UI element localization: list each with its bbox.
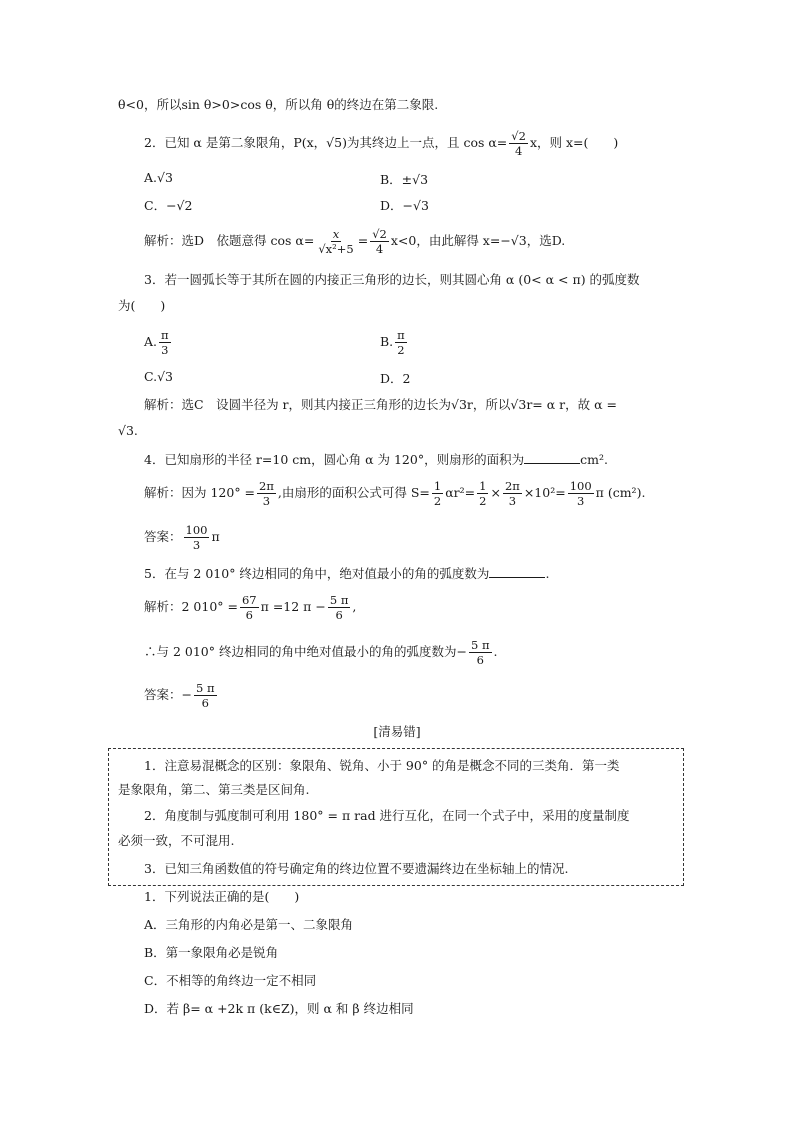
qlast-option-b: B．第一象限角必是锐角 <box>144 945 279 960</box>
q3-analysis-line1: 解析：选C 设圆半径为 r，则其内接正三角形的边长为√3r，所以√3r= α r，故 α = <box>144 397 617 412</box>
q5-analysis: 解析：2 010° = $\frac{67}{6}$ π =12 π − $\frac{5 \pi}{6}$ , <box>144 593 357 622</box>
qlast-stem: 1．下列说法正确的是( ) <box>144 889 300 904</box>
q2-analysis-fraction-2: $\frac{√2}{4}$ <box>372 227 387 256</box>
q3-option-c: C.√3 <box>144 369 174 384</box>
q3-analysis-line2: √3. <box>118 423 138 438</box>
box-line-1a: 1．注意易混概念的区别：象限角、锐角、小于 90° 的角是概念不同的三类角．第一类 <box>144 758 620 773</box>
qlast-option-c: C．不相等的角终边一定不相同 <box>144 973 317 988</box>
qlast-option-a: A．三角形的内角必是第一、二象限角 <box>144 917 354 932</box>
q2-stem-fraction: $\frac{√2}{4}$ <box>511 129 526 158</box>
top-line-text: θ<0，所以sin θ>0>cos θ，所以角 θ的终边在第二象限. <box>118 97 439 112</box>
q2-option-d: D．−√3 <box>380 198 429 213</box>
q4-analysis: 解析：因为 120° = $\frac{2\pi}{3}$ ,由扇形的面积公式可得 S= $\frac{1}{2}$ αr²= $\frac{1}{2}$ × $\frac{2\pi}{3}$ ×10²= $\frac{100}{3}$ π (cm²). <box>144 479 646 508</box>
q2-option-c: C．−√2 <box>144 198 193 213</box>
q5-answer-blank <box>489 577 545 578</box>
box-line-3: 3．已知三角函数值的符号确定角的终边位置不要遗漏终边在坐标轴上的情况. <box>144 861 569 876</box>
q3-option-a: A. $\frac{\pi}{3}$ <box>144 328 169 357</box>
section-title: [清易错] <box>373 724 421 739</box>
box-line-1b: 是象限角，第二、第三类是区间角. <box>118 782 310 797</box>
q2-option-a: A.√3 <box>144 170 173 185</box>
q5-stem: 5．在与 2 010° 终边相同的角中，绝对值最小的角的弧度数为 . <box>144 566 550 581</box>
q5-conclusion: ∴与 2 010° 终边相同的角中绝对值最小的角的弧度数为− $\frac{5 \pi}{6}$ . <box>144 638 498 667</box>
q3-option-d: D．2 <box>380 371 411 386</box>
q2-analysis-fraction-1: $\frac{x}{\text{√x²+5}}$ <box>318 227 354 256</box>
q4-answer-blank <box>524 463 580 464</box>
q5-answer: 答案：− $\frac{5 \pi}{6}$ <box>144 681 215 710</box>
box-line-2b: 必须一致，不可混用. <box>118 833 235 848</box>
qlast-option-d: D．若 β= α +2k π (k∈Z)，则 α 和 β 终边相同 <box>144 1001 414 1016</box>
q4-stem: 4．已知扇形的半径 r=10 cm，圆心角 α 为 120°，则扇形的面积为 cm². <box>144 452 608 467</box>
q3-stem-line1: 3．若一圆弧长等于其所在圆的内接正三角形的边长，则其圆心角 α (0< α < π) 的弧度数 <box>144 272 640 287</box>
q2-analysis: 解析：选D 依题意得 cos α= $\frac{x}{\text{√x²+5}}$ = $\frac{√2}{4}$ x<0，由此解得 x=−√3，选D. <box>144 227 566 256</box>
q3-stem-line2: 为( ) <box>118 298 166 313</box>
q2-option-b: B．±√3 <box>380 172 429 187</box>
top-line <box>118 96 438 114</box>
q4-answer: 答案： $\frac{100}{3}$ π <box>144 523 220 552</box>
q3-option-b: B. $\frac{\pi}{2}$ <box>380 328 405 357</box>
box-line-2a: 2．角度制与弧度制可利用 180° = π rad 进行互化，在同一个式子中，采用的度量制度 <box>144 808 630 823</box>
q2-stem: 2．已知 α 是第二象限角，P(x，√5)为其终边上一点，且 cos α= $\frac{√2}{4}$ x，则 x=( ) <box>144 129 619 158</box>
